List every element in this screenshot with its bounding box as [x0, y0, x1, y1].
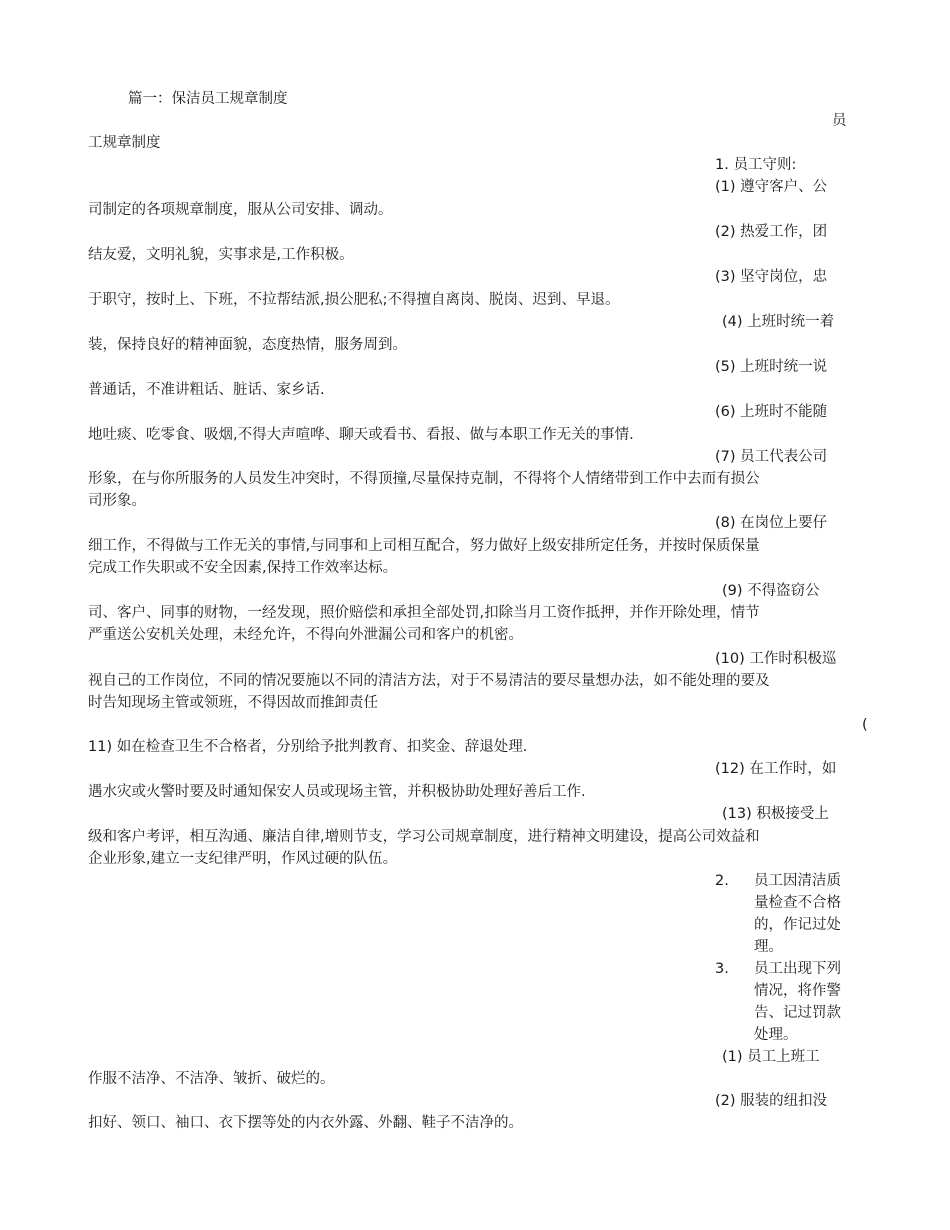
- rule-3-start: (3) 坚守岗位，忠: [715, 269, 828, 285]
- section-2-line-1: 员工因清洁质: [754, 873, 841, 889]
- section-2-line-2: 量检查不合格: [754, 895, 841, 911]
- section-3-line-4: 处理。: [754, 1027, 798, 1043]
- rule-11-paren: (: [862, 717, 868, 733]
- rule-4-start: (4) 上班时统一着: [722, 314, 835, 330]
- rule-12-start: (12) 在工作时，如: [715, 761, 837, 777]
- rule-6-start: (6) 上班时不能随: [715, 404, 828, 420]
- section-3-line-1: 员工出现下列: [754, 961, 841, 977]
- rule-11-text: 11) 如在检查卫生不合格者，分别给予批判教育、扣奖金、辞退处理.: [88, 739, 528, 755]
- title-fragment: 员: [832, 113, 847, 129]
- rule-13-start: (13) 积极接受上: [722, 806, 829, 822]
- rule-8-start: (8) 在岗位上要仔: [715, 515, 828, 531]
- rule-1-start: (1) 遵守客户、公: [715, 179, 828, 195]
- rule-7-text: 形象，在与你所服务的人员发生冲突时，不得顶撞,尽量保持克制，不得将个人情绪带到工作中去而有损公: [88, 471, 760, 487]
- penalty-2-start: (2) 服装的纽扣没: [715, 1093, 828, 1109]
- rule-7-text-end: 司形象。: [88, 493, 146, 509]
- document-title: 篇一：保洁员工规章制度: [128, 91, 288, 107]
- document-heading: 工规章制度: [88, 135, 161, 151]
- section-2-number: 2.: [715, 873, 729, 889]
- rule-13-text-end: 企业形象,建立一支纪律严明，作风过硬的队伍。: [88, 851, 398, 867]
- section-3-number: 3.: [715, 961, 729, 977]
- rule-9-start: (9) 不得盗窃公: [722, 583, 820, 599]
- section-2-line-4: 理。: [754, 939, 783, 955]
- penalty-1-text: 作服不洁净、不洁净、皱折、破烂的。: [88, 1071, 335, 1087]
- rule-9-text-end: 严重送公安机关处理，未经允许，不得向外泄漏公司和客户的机密。: [88, 627, 523, 643]
- rule-8-text-end: 完成工作失职或不安全因素,保持工作效率达标。: [88, 560, 398, 576]
- rule-5-text: 普通话，不准讲粗话、脏话、家乡话.: [88, 382, 325, 398]
- rule-8-text: 细工作，不得做与工作无关的事情,与同事和上司相互配合，努力做好上级安排所定任务，并按时保质保量: [88, 538, 760, 554]
- rule-10-start: (10) 工作时积极巡: [715, 651, 837, 667]
- rule-3-text: 于职守，按时上、下班，不拉帮结派,损公肥私;不得擅自离岗、脱岗、迟到、早退。: [88, 292, 620, 308]
- rule-9-text: 司、客户、同事的财物，一经发现，照价赔偿和承担全部处罚,扣除当月工资作抵押，并作开除处理，情节: [88, 605, 760, 621]
- rule-4-text: 装，保持良好的精神面貌，态度热情，服务周到。: [88, 337, 407, 353]
- penalty-2-text: 扣好、领口、袖口、衣下摆等处的内衣外露、外翻、鞋子不洁净的。: [88, 1115, 523, 1131]
- rule-10-text: 视自己的工作岗位，不同的情况要施以不同的清洁方法，对于不易清洁的要尽量想办法，如不能处理的要及: [88, 673, 770, 689]
- rule-1-text: 司制定的各项规章制度，服从公司安排、调动。: [88, 202, 393, 218]
- rule-12-text: 遇水灾或火警时要及时通知保安人员或现场主管，并积极协助处理好善后工作.: [88, 784, 586, 800]
- rule-13-text: 级和客户考评，相互沟通、廉洁自律,增则节支，学习公司规章制度，进行精神文明建设，提高公司效益和: [88, 829, 760, 845]
- section-3-line-2: 情况，将作警: [754, 983, 841, 999]
- rule-2-start: (2) 热爱工作，团: [715, 224, 828, 240]
- rule-6-text: 地吐痰、吃零食、吸烟,不得大声喧哗、聊天或看书、看报、做与本职工作无关的事情.: [88, 427, 634, 443]
- section-3-line-3: 告、记过罚款: [754, 1005, 841, 1021]
- rule-7-start: (7) 员工代表公司: [715, 449, 828, 465]
- penalty-1-start: (1) 员工上班工: [722, 1049, 820, 1065]
- rule-10-text-end: 时告知现场主管或领班，不得因故而推卸责任: [88, 695, 378, 711]
- section-1-heading: 1. 员工守则:: [715, 157, 797, 173]
- rule-2-text: 结友爱，文明礼貌，实事求是,工作积极。: [88, 247, 354, 263]
- rule-5-start: (5) 上班时统一说: [715, 359, 828, 375]
- section-2-line-3: 的，作记过处: [754, 917, 841, 933]
